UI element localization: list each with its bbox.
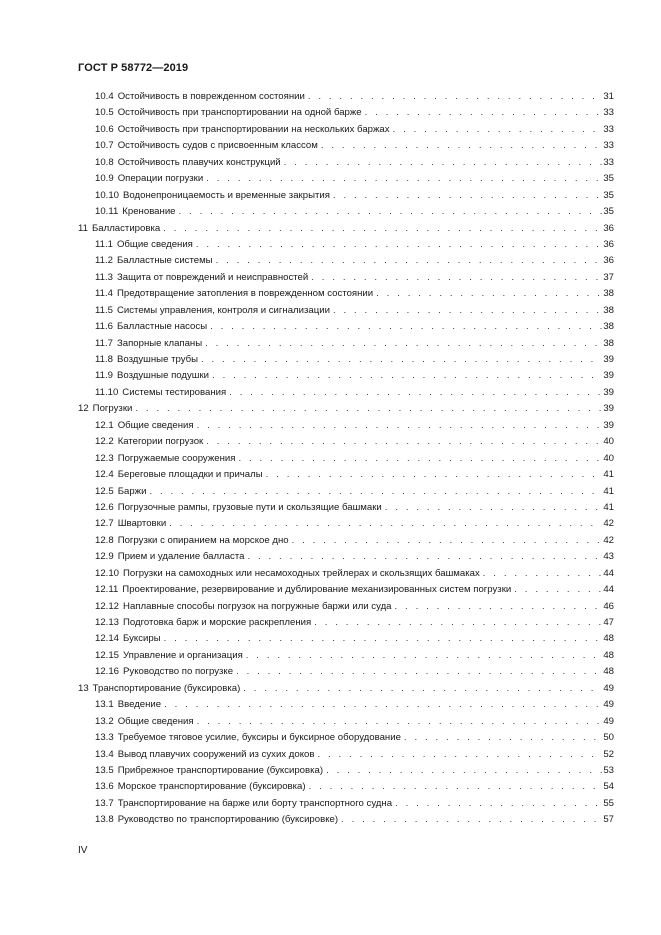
toc-entry-number: 10.11	[95, 206, 119, 218]
dot-leader	[333, 188, 602, 204]
dot-leader	[385, 500, 603, 516]
toc-subsection-entry	[78, 253, 614, 269]
toc-entry-title: Общие сведения	[117, 715, 194, 727]
toc-entry-page: 47	[603, 617, 614, 628]
toc-subsection-entry	[78, 434, 614, 450]
toc-subsection-entry	[78, 615, 614, 631]
toc-entry-number: 12.13	[95, 617, 120, 628]
toc-entry-page: 39	[603, 403, 614, 415]
toc-entry-number: 11.5	[95, 304, 113, 316]
toc-entry-number: 12.2	[95, 436, 114, 448]
toc-entry-number: 10.4	[95, 91, 114, 102]
toc-subsection-entry	[78, 188, 614, 204]
toc-entry-page: 49	[603, 699, 614, 711]
toc-entry-page: 49	[603, 715, 614, 727]
toc-entry-page: 31	[603, 91, 614, 102]
toc-subsection-entry	[78, 138, 614, 154]
toc-entry-page: 50	[603, 732, 614, 744]
toc-entry-title: Остойчивость в поврежденном состоянии	[117, 91, 305, 102]
toc-entry-title: Управление и организация	[123, 649, 243, 661]
toc-entry-title: Системы управления, контроля и сигнализации	[116, 304, 330, 316]
toc-entry-title: Погрузки на самоходных или несамоходных трейлерах и скользящих башмаках	[123, 567, 480, 579]
dot-leader	[212, 368, 602, 384]
toc-subsection-entry	[78, 812, 614, 828]
dot-leader	[309, 779, 603, 795]
toc-entry-number: 13.4	[95, 748, 114, 760]
toc-entry-number: 11.4	[95, 288, 113, 300]
toc-entry-number: 11.6	[95, 321, 113, 333]
toc-entry-page: 49	[603, 682, 614, 694]
toc-entry-page: 36	[603, 222, 614, 234]
toc-entry-number: 12.6	[95, 501, 114, 513]
toc-entry-title: Защита от повреждений и неисправностей	[116, 271, 309, 283]
toc-subsection-entry	[78, 516, 614, 532]
toc-entry-title: Воздушные трубы	[116, 354, 198, 365]
toc-entry-page: 38	[603, 321, 614, 333]
toc-entry-number: 11.2	[95, 255, 113, 267]
toc-entry-title: Погрузки с опиранием на морское дно	[117, 534, 289, 546]
dot-leader	[317, 747, 602, 763]
toc-entry-title: Погружаемые сооружения	[117, 452, 236, 464]
toc-subsection-entry	[78, 763, 614, 779]
toc-entry-page: 42	[603, 534, 614, 546]
dot-leader	[229, 385, 602, 401]
toc-entry-page: 33	[603, 156, 614, 168]
toc-entry-page: 46	[603, 600, 614, 612]
dot-leader	[311, 270, 602, 286]
dot-leader	[179, 204, 603, 220]
toc-section-entry	[78, 221, 614, 237]
toc-entry-title: Запорные клапаны	[116, 337, 203, 349]
toc-entry-title: Погрузки	[92, 403, 133, 415]
toc-entry-page: 39	[603, 354, 614, 365]
toc-entry-title: Остойчивость при транспортировании на одной барже	[117, 107, 362, 119]
dot-leader	[321, 138, 602, 154]
document-header: ГОСТ Р 58772—2019	[78, 62, 189, 74]
toc-entry-page: 43	[603, 551, 614, 563]
toc-entry-title: Транспортирование (буксировка)	[92, 682, 241, 694]
toc-entry-page: 33	[603, 140, 614, 152]
toc-entry-title: Остойчивость судов с присвоенным классом	[117, 140, 318, 152]
toc-entry-number: 12.7	[95, 518, 114, 530]
dot-leader	[314, 615, 602, 631]
toc-entry-number: 12.9	[95, 551, 114, 563]
toc-entry-page: 52	[603, 748, 614, 760]
toc-subsection-entry	[78, 451, 614, 467]
toc-entry-page: 35	[603, 189, 614, 201]
toc-entry-title: Балластные насосы	[116, 321, 208, 333]
dot-leader	[246, 648, 603, 664]
toc-entry-title: Общие сведения	[117, 419, 194, 431]
toc-entry-number: 13	[78, 682, 89, 694]
toc-section-entry	[78, 681, 614, 697]
toc-subsection-entry	[78, 105, 614, 121]
toc-entry-title: Водонепроницаемость и временные закрытия	[123, 189, 330, 201]
toc-entry-number: 13.7	[95, 797, 114, 809]
dot-leader	[284, 155, 603, 171]
toc-entry-number: 12.16	[95, 666, 120, 678]
toc-subsection-entry	[78, 631, 614, 647]
toc-entry-title: Остойчивость при транспортировании на нескольких баржах	[117, 123, 390, 135]
toc-entry-page: 38	[603, 288, 614, 300]
toc-subsection-entry	[78, 648, 614, 664]
toc-entry-page: 35	[603, 173, 614, 185]
toc-entry-page: 39	[603, 370, 614, 382]
toc-entry-page: 39	[603, 386, 614, 398]
toc-subsection-entry	[78, 171, 614, 187]
toc-entry-page: 38	[603, 304, 614, 316]
toc-entry-number: 12.8	[95, 534, 114, 546]
toc-entry-title: Системы тестирования	[122, 386, 227, 398]
dot-leader	[197, 714, 603, 730]
toc-entry-title: Предотвращение затопления в поврежденном состоянии	[116, 288, 374, 300]
dot-leader	[247, 549, 602, 565]
dot-leader	[341, 812, 602, 828]
toc-entry-page: 53	[603, 764, 614, 776]
toc-entry-title: Воздушные подушки	[116, 370, 210, 382]
toc-entry-number: 11.7	[95, 337, 113, 349]
toc-entry-page: 41	[603, 501, 614, 513]
toc-subsection-entry	[78, 336, 614, 352]
toc-entry-number: 12.3	[95, 452, 114, 464]
toc-entry-number: 11.10	[95, 386, 119, 398]
toc-entry-page: 40	[603, 436, 614, 448]
dot-leader	[238, 451, 602, 467]
toc-entry-number: 12.11	[95, 584, 119, 596]
toc-entry-title: Введение	[117, 699, 162, 711]
toc-entry-title: Остойчивость плавучих конструкций	[117, 156, 281, 168]
toc-entry-title: Морское транспортирование (буксировка)	[117, 781, 306, 793]
dot-leader	[404, 730, 602, 746]
toc-subsection-entry	[78, 484, 614, 500]
toc-entry-page: 44	[603, 584, 614, 596]
toc-entry-number: 13.1	[95, 699, 114, 711]
dot-leader	[483, 566, 603, 582]
toc-entry-page: 35	[603, 206, 614, 218]
toc-subsection-entry	[78, 237, 614, 253]
toc-entry-title: Кренование	[122, 206, 176, 218]
toc-section-entry	[78, 401, 614, 417]
toc-subsection-entry	[78, 664, 614, 680]
toc-entry-title: Прием и удаление балласта	[117, 551, 245, 563]
dot-leader	[164, 697, 602, 713]
toc-entry-page: 36	[603, 255, 614, 267]
toc-entry-page: 44	[603, 567, 614, 579]
toc-entry-number: 12.12	[95, 600, 120, 612]
toc-entry-number: 12.15	[95, 649, 120, 661]
toc-entry-title: Погрузочные рампы, грузовые пути и скользящие башмаки	[117, 501, 382, 513]
toc-entry-number: 12.1	[95, 419, 114, 431]
dot-leader	[365, 105, 603, 121]
toc-subsection-entry	[78, 155, 614, 171]
toc-entry-title: Категории погрузок	[117, 436, 204, 448]
toc-subsection-entry	[78, 303, 614, 319]
toc-entry-number: 13.3	[95, 732, 114, 744]
toc-entry-number: 10.7	[95, 140, 114, 152]
dot-leader	[163, 221, 602, 237]
toc-subsection-entry	[78, 122, 614, 138]
toc-entry-page: 41	[603, 469, 614, 481]
toc-subsection-entry	[78, 714, 614, 730]
dot-leader	[210, 319, 602, 335]
toc-entry-number: 10.10	[95, 189, 120, 201]
toc-entry-title: Общие сведения	[116, 238, 193, 250]
dot-leader	[206, 434, 602, 450]
toc-subsection-entry	[78, 779, 614, 795]
toc-entry-page: 42	[603, 518, 614, 530]
dot-leader	[169, 516, 602, 532]
dot-leader	[333, 303, 602, 319]
toc-entry-page: 54	[603, 781, 614, 793]
dot-leader	[197, 418, 603, 434]
dot-leader	[205, 336, 602, 352]
toc-entry-number: 13.8	[95, 814, 114, 826]
toc-entry-title: Вывод плавучих сооружений из сухих доков	[117, 748, 315, 760]
toc-subsection-entry	[78, 697, 614, 713]
dot-leader	[135, 401, 602, 417]
toc-entry-title: Транспортирование на барже или борту транспортного судна	[117, 797, 393, 809]
toc-subsection-entry	[78, 730, 614, 746]
toc-entry-title: Швартовки	[117, 518, 167, 530]
toc-entry-page: 39	[603, 419, 614, 431]
toc-entry-number: 11.9	[95, 370, 113, 382]
dot-leader	[243, 681, 602, 697]
toc-entry-title: Операции погрузки	[117, 173, 204, 185]
toc-entry-title: Проектирование, резервирование и дублирование механизированных систем погрузки	[122, 584, 512, 596]
dot-leader	[266, 467, 603, 483]
toc-entry-number: 11	[78, 222, 88, 234]
toc-entry-page: 48	[603, 633, 614, 645]
dot-leader	[308, 89, 602, 105]
page-number: IV	[78, 845, 88, 856]
toc-subsection-entry	[78, 747, 614, 763]
toc-subsection-entry	[78, 204, 614, 220]
toc-subsection-entry	[78, 385, 614, 401]
toc-subsection-entry	[78, 467, 614, 483]
toc-entry-title: Балластные системы	[116, 255, 213, 267]
toc-entry-page: 41	[603, 485, 614, 497]
dot-leader	[149, 484, 602, 500]
toc-entry-number: 11.1	[95, 238, 113, 250]
toc-subsection-entry	[78, 500, 614, 516]
table-of-contents	[78, 89, 614, 829]
toc-entry-number: 12.14	[95, 633, 120, 645]
toc-subsection-entry	[78, 599, 614, 615]
toc-subsection-entry	[78, 270, 614, 286]
toc-entry-number: 13.2	[95, 715, 114, 727]
toc-entry-page: 40	[603, 452, 614, 464]
toc-entry-page: 48	[603, 666, 614, 678]
toc-entry-number: 10.9	[95, 173, 114, 185]
toc-subsection-entry	[78, 533, 614, 549]
dot-leader	[236, 664, 602, 680]
toc-subsection-entry	[78, 418, 614, 434]
toc-subsection-entry	[78, 286, 614, 302]
toc-entry-page: 33	[603, 123, 614, 135]
dot-leader	[164, 631, 603, 647]
toc-entry-page: 57	[603, 814, 614, 826]
toc-entry-title: Руководство по транспортированию (буксировке)	[117, 814, 339, 826]
toc-entry-number: 11.8	[95, 354, 113, 365]
dot-leader	[201, 352, 602, 368]
toc-entry-page: 33	[603, 107, 614, 119]
dot-leader	[395, 796, 602, 812]
toc-entry-number: 10.6	[95, 123, 114, 135]
toc-entry-title: Баржи	[117, 485, 147, 497]
toc-entry-page: 48	[603, 649, 614, 661]
toc-entry-number: 13.6	[95, 781, 114, 793]
dot-leader	[393, 122, 603, 138]
toc-entry-title: Руководство по погрузке	[123, 666, 234, 678]
toc-subsection-entry	[78, 368, 614, 384]
dot-leader	[196, 237, 602, 253]
toc-subsection-entry	[78, 796, 614, 812]
toc-entry-page: 55	[603, 797, 614, 809]
toc-subsection-entry	[78, 352, 614, 368]
dot-leader	[292, 533, 603, 549]
toc-entry-title: Требуемое тяговое усилие, буксиры и буксирное оборудование	[117, 732, 401, 744]
toc-entry-page: 38	[603, 337, 614, 349]
toc-entry-number: 13.5	[95, 764, 114, 776]
toc-subsection-entry	[78, 549, 614, 565]
toc-entry-page: 37	[603, 271, 614, 283]
toc-subsection-entry	[78, 582, 614, 598]
toc-entry-title: Наплавные способы погрузок на погружные баржи или суда	[123, 600, 392, 612]
toc-entry-number: 10.5	[95, 107, 114, 119]
toc-entry-number: 10.8	[95, 156, 114, 168]
dot-leader	[206, 171, 602, 187]
toc-entry-title: Прибрежное транспортирование (буксировка)	[117, 764, 324, 776]
toc-entry-number: 11.3	[95, 271, 113, 283]
toc-entry-number: 12.4	[95, 469, 114, 481]
toc-entry-title: Подготовка барж и морские раскрепления	[123, 617, 312, 628]
toc-entry-page: 36	[603, 238, 614, 250]
toc-entry-number: 12.5	[95, 485, 114, 497]
dot-leader	[514, 582, 602, 598]
toc-entry-number: 12.10	[95, 567, 120, 579]
dot-leader	[216, 253, 603, 269]
toc-entry-title: Балластировка	[91, 222, 161, 234]
toc-subsection-entry	[78, 566, 614, 582]
toc-subsection-entry	[78, 89, 614, 105]
dot-leader	[395, 599, 603, 615]
dot-leader	[326, 763, 602, 779]
toc-entry-title: Береговые площадки и причалы	[117, 469, 263, 481]
dot-leader	[376, 286, 602, 302]
toc-entry-number: 12	[78, 403, 89, 415]
toc-subsection-entry	[78, 319, 614, 335]
toc-entry-title: Буксиры	[123, 633, 161, 645]
